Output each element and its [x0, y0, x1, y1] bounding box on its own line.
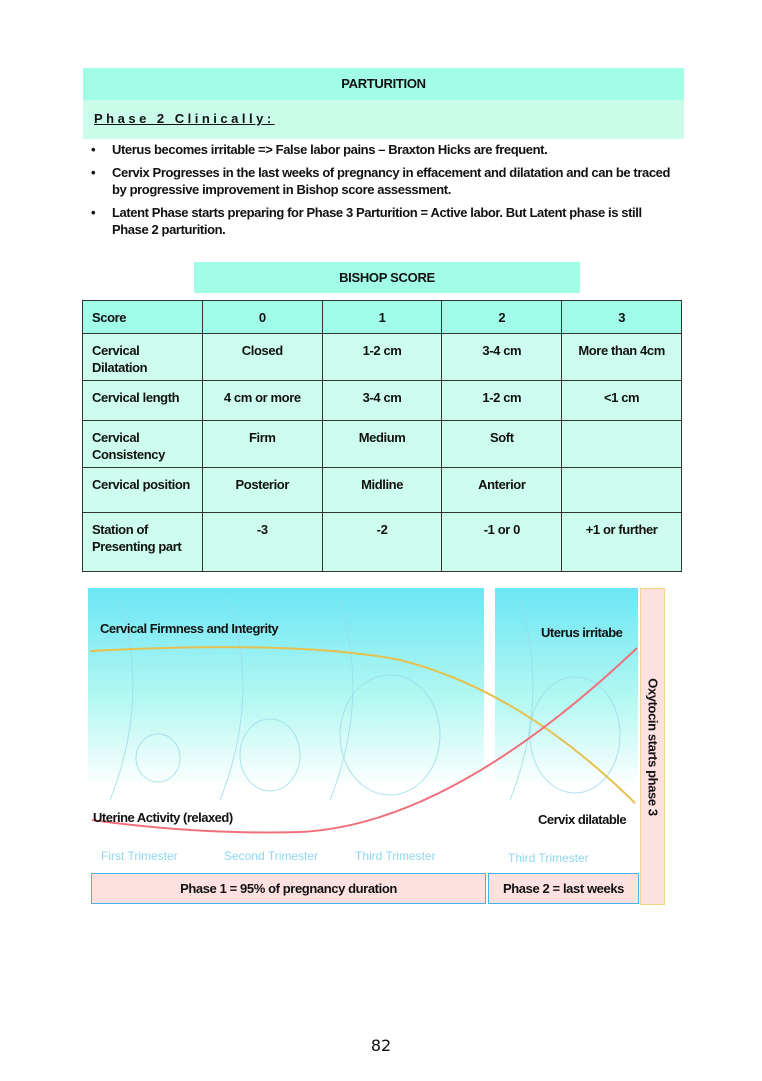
cell: Cervical position: [83, 468, 203, 513]
oxytocin-bar: [640, 588, 665, 905]
oxytocin-label: Oxytocin starts phase 3: [645, 677, 660, 816]
cell: Firm: [202, 421, 322, 468]
trimester-label: Third Trimester: [508, 851, 589, 865]
cell: Posterior: [202, 468, 322, 513]
cell: -1 or 0: [442, 513, 562, 572]
page-number: 82: [370, 1036, 392, 1055]
trimester-label: Second Trimester: [224, 849, 319, 863]
cell: More than 4cm: [562, 334, 682, 381]
header-cell: Score: [83, 301, 203, 334]
uterine-activity-curve: [92, 648, 637, 833]
bullet-item: • Uterus becomes irritable => False labor pains – Braxton Hicks are frequent.: [90, 141, 680, 158]
cell: 4 cm or more: [202, 381, 322, 421]
cell: Anterior: [442, 468, 562, 513]
cell: Soft: [442, 421, 562, 468]
bullet-item: • Cervix Progresses in the last weeks of pregnancy in effacement and dilatation and can be traced by progressive improvement in Bishop score assessment.: [90, 164, 680, 198]
bishop-title: BISHOP SCORE: [194, 262, 580, 293]
header-cell: 0: [202, 301, 322, 334]
uterus-irritable-label: Uterus irritabe: [541, 625, 623, 640]
cell: Cervical length: [83, 381, 203, 421]
cervical-firmness-curve: [90, 647, 635, 803]
cell: Medium: [322, 421, 442, 468]
cell: Cervical Dilatation: [83, 334, 203, 381]
cell: +1 or further: [562, 513, 682, 572]
cervix-dilatable-label: Cervix dilatable: [538, 812, 627, 827]
phase2-box: Phase 2 = last weeks: [488, 873, 639, 904]
cell: 3-4 cm: [322, 381, 442, 421]
cell: -3: [202, 513, 322, 572]
cell: Closed: [202, 334, 322, 381]
cell: <1 cm: [562, 381, 682, 421]
phase1-box: Phase 1 = 95% of pregnancy duration: [91, 873, 486, 904]
header-cell: 1: [322, 301, 442, 334]
cell: -2: [322, 513, 442, 572]
uterine-activity-label: Uterine Activity (relaxed): [93, 810, 233, 825]
cell: 3-4 cm: [442, 334, 562, 381]
cell: Cervical Consistency: [83, 421, 203, 468]
cell: Station of Presenting part: [83, 513, 203, 572]
header-cell: 2: [442, 301, 562, 334]
trimester-label: First Trimester: [101, 849, 178, 863]
cell: Midline: [322, 468, 442, 513]
cervical-firmness-label: Cervical Firmness and Integrity: [100, 621, 279, 636]
section-title: PARTURITION: [83, 68, 684, 100]
subtitle: Phase 2 Clinically:: [94, 111, 275, 126]
bullet-item: • Latent Phase starts preparing for Phase 3 Parturition = Active labor. But Latent phase is still Phase 2 parturition.: [90, 204, 680, 238]
trimester-label: Third Trimester: [355, 849, 436, 863]
cell: 1-2 cm: [442, 381, 562, 421]
cell: 1-2 cm: [322, 334, 442, 381]
header-cell: 3: [562, 301, 682, 334]
